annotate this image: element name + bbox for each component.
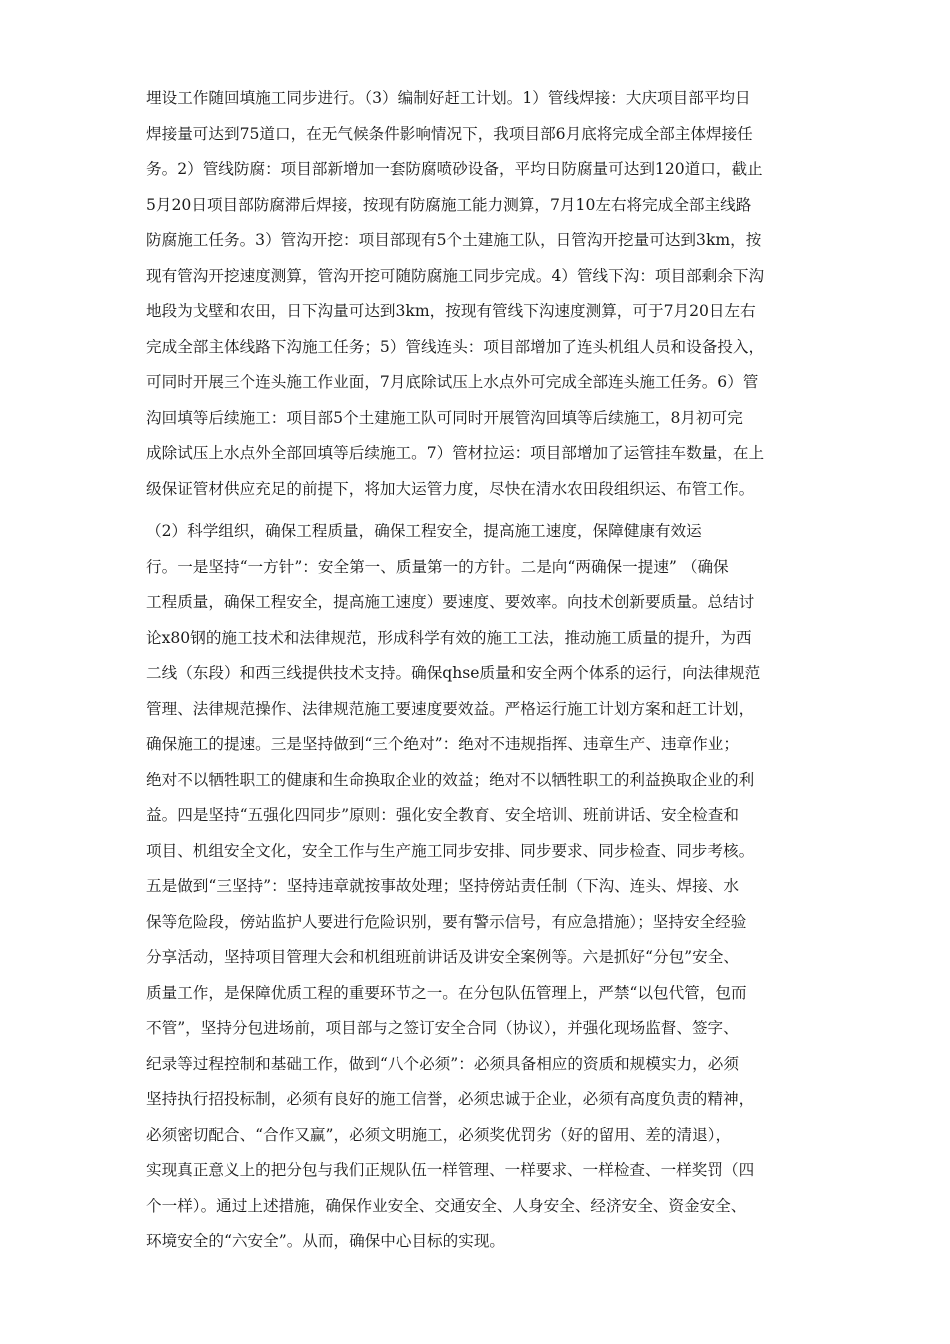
text-line: 分享活动，坚持项目管理大会和机组班前讲话及讲安全案例等。六是抓好“分包”安全、: [146, 948, 739, 966]
text-line: （2）科学组织，确保工程质量，确保工程安全，提高施工速度，保障健康有效运: [146, 522, 702, 540]
text-line: 防腐施工任务。3）管沟开挖：项目部现有5个土建施工队，日管沟开挖量可达到3km，按: [146, 231, 762, 249]
text-line: 益。四是坚持“五强化四同步”原则：强化安全教育、安全培训、班前讲话、安全检查和: [146, 806, 739, 824]
text-line: 成除试压上水点外全部回填等后续施工。7）管材拉运：项目部增加了运管挂车数量，在上: [146, 444, 765, 462]
text-line: 纪录等过程控制和基础工作，做到“八个必须”：必须具备相应的资质和规模实力，必须: [146, 1054, 739, 1073]
text-line: 质量工作，是保障优质工程的重要环节之一。在分包队伍管理上，严禁“以包代管，包而: [146, 983, 747, 1002]
text-line: 个一样）。通过上述措施，确保作业安全、交通安全、人身安全、经济安全、资金安全、: [146, 1196, 747, 1215]
text-line: 工程质量，确保工程安全，提高施工速度）要速度、要效率。向技术创新要质量。总结讨: [146, 593, 755, 611]
text-line: 论x80钢的施工技术和法律规范，形成科学有效的施工工法，推动施工质量的提升，为西: [146, 628, 752, 647]
text-line: 管理、法律规范操作、法律规范施工要速度要效益。严格运行施工计划方案和赶工计划，: [146, 699, 755, 718]
text-line: 绝对不以牺牲职工的健康和生命换取企业的效益；绝对不以牺牲职工的利益换取企业的利: [146, 770, 755, 789]
text-line: 确保施工的提速。三是坚持做到“三个绝对”：绝对不违规指挥、违章生产、违章作业；: [146, 735, 739, 753]
text-line: 现有管沟开挖速度测算，管沟开挖可随防腐施工同步完成。4）管线下沟：项目部剩余下沟: [146, 266, 765, 285]
text-line: 坚持执行招投标制，必须有良好的施工信誉，必须忠诚于企业，必须有高度负责的精神，: [146, 1090, 755, 1108]
text-line: 完成全部主体线路下沟施工任务；5）管线连头：项目部增加了连头机组人员和设备投入，: [146, 337, 765, 356]
text-line: 二线（东段）和西三线提供技术支持。确保qhse质量和安全两个体系的运行，向法律规范: [146, 664, 761, 682]
text-line: 保等危险段，傍站监护人要进行危险识别，要有警示信号，有应急措施）；坚持安全经验: [146, 912, 747, 931]
text-line: 行。一是坚持“一方针”：安全第一、质量第一的方针。二是向“两确保一提速” （确保: [146, 557, 729, 576]
text-line: 五是做到“三坚持”：坚持违章就按事故处理；坚持傍站责任制（下沟、连头、焊接、水: [146, 877, 739, 895]
text-line: 级保证管材供应充足的前提下，将加大运管力度，尽快在清水农田段组织运、布管工作。: [146, 479, 755, 498]
text-line: 5月20日项目部防腐滞后焊接，按现有防腐施工能力测算，7月10左右将完成全部主线路: [146, 195, 752, 214]
text-line: 实现真正意义上的把分包与我们正规队伍一样管理、一样要求、一样检查、一样奖罚（四: [146, 1161, 755, 1179]
text-line: 地段为戈壁和农田，日下沟量可达到3km，按现有管线下沟速度测算，可于7月20日左右: [146, 302, 756, 320]
text-line: 不管”，坚持分包进场前，项目部与之签订安全合同（协议），并强化现场监督、签字、: [146, 1019, 739, 1037]
text-line: 项目、机组安全文化，安全工作与生产施工同步安排、同步要求、同步检查、同步考核。: [146, 841, 755, 860]
text-line: 务。2）管线防腐：项目部新增加一套防腐喷砂设备，平均日防腐量可达到120道口，截止: [146, 160, 763, 178]
text-line: 沟回填等后续施工：项目部5个土建施工队可同时开展管沟回填等后续施工，8月初可完: [146, 408, 743, 427]
text-line: 焊接量可达到75道口，在无气候条件影响情况下，我项目部6月底将完成全部主体焊接任: [146, 124, 753, 143]
text-line: 可同时开展三个连头施工作业面，7月底除试压上水点外可完成全部连头施工任务。6）管: [146, 373, 759, 391]
text-line: 环境安全的“六安全”。从而，确保中心目标的实现。: [146, 1232, 506, 1250]
text-line: 埋设工作随回填施工同步进行。（3）编制好赶工计划。1）管线焊接：大庆项目部平均日: [146, 89, 751, 107]
text-line: 必须密切配合、“合作又赢”，必须文明施工，必须奖优罚劣（好的留用、差的清退），: [146, 1125, 732, 1144]
